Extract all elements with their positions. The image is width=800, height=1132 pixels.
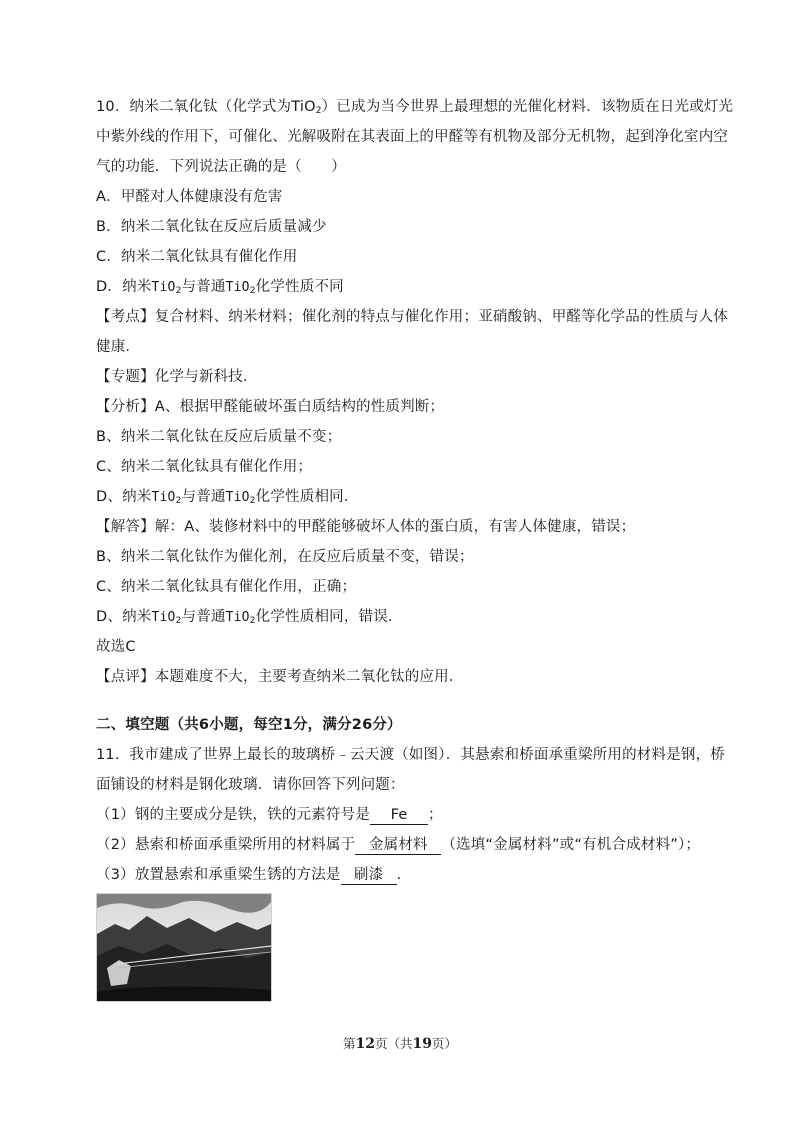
answer-blank-1: Fe: [370, 806, 428, 825]
fenxi-line-1: 【分析】A、根据甲醛能破坏蛋白质结构的性质判断；: [96, 399, 445, 415]
dianping-line: 【点评】本题难度不大，主要考查纳米二氧化钛的应用．: [96, 669, 464, 685]
jieda-line-4: D、纳米TiO$_2$与普通TiO$_2$化学性质相同，错误．: [96, 609, 403, 626]
bridge-photo-image: [97, 894, 271, 1001]
q10-stem-line-3: 气的功能．下列说法正确的是（ ）: [96, 159, 346, 175]
q11-stem-line-2: 面铺设的材料是钢化玻璃．请你回答下列问题：: [96, 777, 405, 793]
jieda-line-2: B、纳米二氧化钛作为催化剂，在反应后质量不变，错误；: [96, 549, 474, 565]
answer-blank-2: 金属材料: [355, 836, 441, 855]
section-heading: 二、填空题（共6小题，每空1分，满分26分）: [96, 717, 402, 733]
q11-part-2: （2）悬索和桥面承重梁所用的材料属于 金属材料 （选填“金属材料”或“有机合成材料”）；: [96, 837, 701, 853]
fenxi-line-4: D、纳米TiO$_2$与普通TiO$_2$化学性质相同．: [96, 489, 359, 506]
q10-option-c: C．纳米二氧化钛具有催化作用: [96, 249, 298, 265]
q11-part-1: （1）钢的主要成分是铁，铁的元素符号是 Fe ；: [96, 807, 443, 823]
q10-option-d: D．纳米TiO$_2$与普通TiO$_2$化学性质不同: [96, 279, 344, 296]
q11-part-3: （3）放置悬索和承重梁生锈的方法是 刷漆 ．: [96, 867, 412, 883]
jieda-line-1: 【解答】解：A、装修材料中的甲醛能够破坏人体的蛋白质，有害人体健康，错误；: [96, 519, 636, 535]
q10-stem-line-1: 10．纳米二氧化钛（化学式为TiO$_2$）已成为当今世界上最理想的光催化材料．该物质在日光或灯光: [96, 99, 734, 116]
kaodian-line-1: 【考点】复合材料、纳米材料；催化剂的特点与催化作用；亚硝酸钠、甲醛等化学品的性质与人体: [96, 309, 729, 325]
answer-blank-3: 刷漆: [341, 866, 397, 885]
bridge-photo: [96, 893, 272, 1002]
page-footer: 第12页（共19页）: [342, 1036, 457, 1052]
q10-stem-line-2: 中紫外线的作用下，可催化、光解吸附在其表面上的甲醛等有机物及部分无机物，起到净化室内空: [96, 129, 729, 145]
q10-option-b: B．纳米二氧化钛在反应后质量减少: [96, 219, 327, 235]
kaodian-line-2: 健康．: [96, 339, 141, 355]
jieda-line-3: C、纳米二氧化钛具有催化作用，正确；: [96, 579, 357, 595]
zhuanti-line: 【专题】化学与新科技．: [96, 369, 258, 385]
q11-stem-line-1: 11．我市建成了世界上最长的玻璃桥﹣云天渡（如图）．其悬索和桥面承重梁所用的材料是钢，桥: [96, 747, 725, 763]
fenxi-line-3: C、纳米二氧化钛具有催化作用；: [96, 459, 313, 475]
q10-option-a: A．甲醛对人体健康没有危害: [96, 189, 283, 205]
guxuan-line: 故选C: [96, 639, 136, 655]
fenxi-line-2: B、纳米二氧化钛在反应后质量不变；: [96, 429, 342, 445]
